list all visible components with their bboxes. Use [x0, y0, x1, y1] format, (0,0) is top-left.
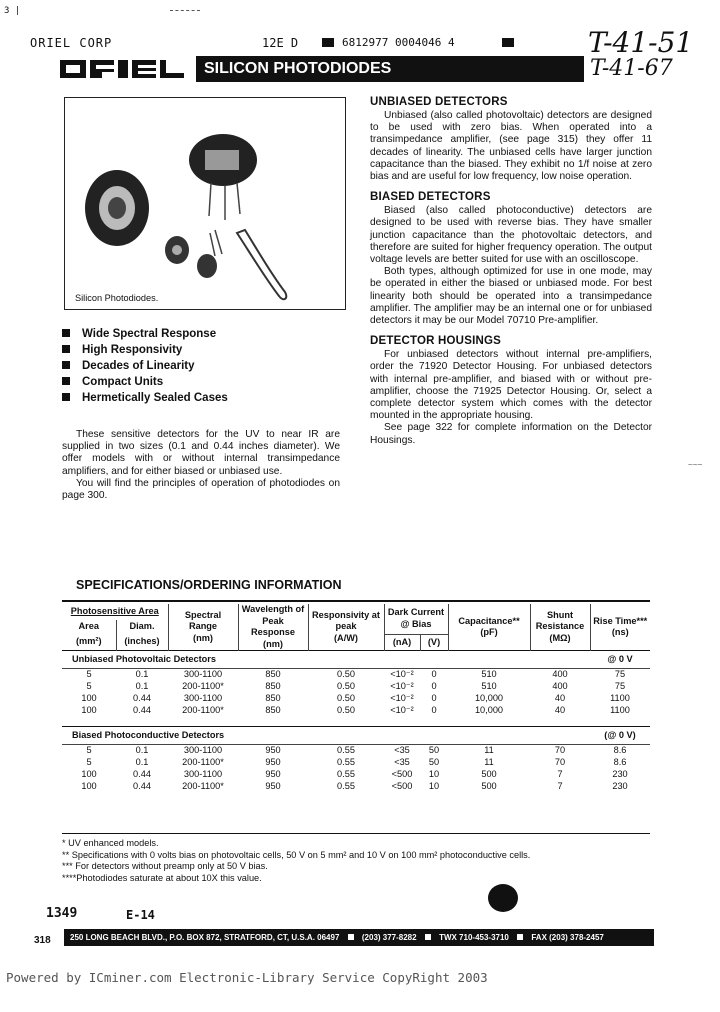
table-cell: <500 — [391, 768, 413, 779]
header-area-unit: (mm²) — [75, 636, 102, 647]
footer-twx: TWX 710-453-3710 — [439, 933, 509, 942]
table-cell: <10⁻² — [390, 704, 414, 715]
table-cell: 510 — [481, 669, 497, 679]
feature-list — [62, 326, 228, 406]
header-dark-v: (V) — [420, 634, 448, 650]
table-cell: 10,000 — [474, 692, 504, 703]
spec-notes — [62, 838, 530, 884]
feature-label: Hermetically Sealed Cases — [82, 392, 228, 404]
table-cell: 0 — [431, 692, 437, 703]
doc-mark-left — [322, 38, 334, 47]
feature-label: Decades of Linearity — [82, 360, 195, 372]
table-cell: 200-1100* — [182, 680, 224, 691]
feature-item — [62, 390, 228, 406]
table-cell: 8.6 — [613, 756, 627, 767]
bullet-square — [62, 329, 70, 337]
biased-text — [370, 205, 652, 327]
table-cell: 850 — [265, 704, 281, 715]
housings-heading: DETECTOR HOUSINGS — [370, 335, 501, 348]
table-cell: 10 — [428, 768, 440, 779]
table-cell: 0.44 — [133, 704, 151, 715]
table-cell: 200-1100* — [182, 780, 224, 791]
header-shunt-label: Shunt Resistance — [535, 609, 585, 632]
table-cell: 0.55 — [337, 780, 355, 791]
header-resp-label: Responsivity at peak — [312, 609, 380, 632]
header-dark-na: (nA) — [384, 634, 420, 650]
table-cell: 11 — [484, 745, 494, 755]
unbiased-rows — [62, 669, 650, 717]
header-peak-unit: (nm) — [263, 638, 283, 649]
table-cell: 0.50 — [337, 669, 355, 679]
table-cell: 70 — [554, 745, 566, 755]
table-cell: 500 — [481, 768, 497, 779]
doc-mark-right — [502, 38, 514, 47]
table-cell: 300-1100 — [183, 669, 223, 679]
intro-paragraph-1: These sensitive detectors for the UV to near IR are supplied in two sizes (0.1 and 0.44 inches diameter). We offer models with or without internal transimpedance amplifiers, and for either biased or unbiased use. — [62, 429, 340, 477]
table-cell: 950 — [265, 745, 281, 755]
footer-phone: (203) 377-8282 — [361, 933, 417, 942]
table-cell: 950 — [265, 780, 281, 791]
housings-paragraph-2: See page 322 for complete information on the Detector Housings. — [370, 422, 652, 446]
feature-item — [62, 358, 228, 374]
table-cell: 200-1100* — [182, 756, 224, 767]
table-cell: 200-1100* — [182, 704, 224, 715]
header-cap-label: Capacitance** — [458, 615, 520, 626]
footer-fax: FAX (203) 378-2457 — [531, 933, 604, 942]
table-row — [62, 693, 650, 705]
unbiased-section-label: Unbiased Photovoltaic Detectors — [72, 653, 216, 664]
header-rise-unit: (ns) — [611, 627, 629, 637]
table-cell: 100 — [81, 780, 97, 791]
table-row — [62, 757, 650, 769]
feature-label: Compact Units — [82, 376, 164, 388]
right-column — [370, 96, 652, 447]
biased-paragraph-2: Both types, although optimized for use in one mode, may be operated in either the biased or unbiased mode. For best linearity both should be operated into a transimpedance amplifier. The amplifier may be an internal one or for unbiased detectors it may be our Model 70710 Pre-amplifier. — [370, 266, 652, 327]
table-cell: 0.1 — [135, 669, 149, 679]
product-photo — [64, 97, 346, 310]
header-area: Area — [78, 621, 99, 632]
table-cell: <10⁻² — [390, 669, 414, 679]
biased-rows — [62, 745, 650, 793]
footer-separator — [348, 934, 354, 940]
table-cell: 5 — [86, 669, 92, 679]
table-cell: 0.50 — [337, 692, 355, 703]
doc-number: 6812977 0004046 4 — [342, 36, 455, 49]
table-cell: 70 — [554, 756, 566, 767]
spec-title: SPECIFICATIONS/ORDERING INFORMATION — [76, 578, 342, 592]
table-cell: <35 — [394, 756, 410, 767]
table-cell: 7 — [557, 780, 563, 791]
header-capacitance — [448, 604, 530, 651]
feature-item — [62, 374, 228, 390]
biased-heading: BIASED DETECTORS — [370, 191, 491, 204]
table-cell: 50 — [428, 756, 440, 767]
table-row — [62, 769, 650, 781]
table-cell: 75 — [614, 669, 626, 679]
table-cell: 40 — [554, 704, 566, 715]
feature-label: High Responsivity — [82, 344, 183, 356]
note-bias: ** Specifications with 0 volts bias on photovoltaic cells, 50 V on 5 mm² and 10 V on 100 mm² photoconductive cells. — [62, 849, 531, 860]
table-cell: 0.1 — [135, 745, 149, 755]
table-cell: 510 — [481, 680, 497, 691]
intro-text — [62, 429, 340, 502]
biased-paragraph-1: Biased (also called photoconductive) detectors are designed to be used with reverse bias. They have smaller junction capacitance than the photovoltaic detectors, and therefore are suited for higher frequency operation. The output voltage levels are better suited for use with an oscilloscope. — [370, 205, 652, 266]
oriel-logo-graphic — [58, 56, 198, 82]
footer-address: 250 LONG BEACH BLVD., P.O. BOX 872, STRATFORD, CT, U.S.A. 06497 — [70, 933, 340, 942]
table-cell: 0.44 — [133, 692, 151, 703]
table-cell: 0.1 — [135, 756, 149, 767]
table-cell: 950 — [265, 768, 281, 779]
header-diam: Diam. — [116, 620, 168, 634]
handwritten-code-2: T-41-67 — [590, 56, 673, 81]
banner-title: SILICON PHOTODIODES — [196, 56, 584, 82]
table-cell: 850 — [265, 669, 281, 679]
table-cell: 100 — [81, 768, 97, 779]
table-cell: 230 — [612, 780, 628, 791]
table-cell: 5 — [86, 680, 92, 691]
header-diam-unit: (inches) — [116, 634, 168, 650]
header-spectral-range — [168, 604, 238, 651]
table-row — [62, 781, 650, 793]
footer-code-1: 1349 — [46, 906, 78, 921]
bullet-square — [62, 345, 70, 353]
table-cell: 300-1100 — [183, 692, 223, 703]
table-row — [62, 705, 650, 717]
feature-item — [62, 342, 228, 358]
unbiased-heading: UNBIASED DETECTORS — [370, 96, 508, 108]
table-row — [62, 669, 650, 681]
table-cell: 950 — [265, 756, 281, 767]
table-cell: 40 — [554, 692, 566, 703]
table-cell: 8.6 — [613, 745, 627, 755]
footer-separator — [517, 934, 523, 940]
note-preamp: *** For detectors without preamp only at 50 V bias. — [62, 861, 268, 871]
table-cell: 0.55 — [337, 768, 355, 779]
header-peak-wavelength — [238, 604, 308, 651]
table-cell: 100 — [81, 692, 97, 703]
table-cell: 1100 — [610, 704, 630, 715]
table-cell: 300-1100 — [183, 768, 223, 779]
unbiased-paragraph: Unbiased (also called photovoltaic) detectors are designed to be used with zero bias. When operated into a transimpedance amplifier, (see page 315) they offer 11 decades of linearity. The unbiased cells have larger junction capacitance than the biased. They exhibit no 1/f noise at zero bias and are useful for low frequency, low noise operation. — [370, 110, 652, 183]
intro-paragraph-2: You will find the principles of operation of photodiodes on page 300. — [62, 477, 340, 502]
header-responsivity — [308, 604, 384, 651]
spec-rule-top — [62, 600, 650, 602]
table-row — [62, 681, 650, 693]
housings-text — [370, 349, 652, 447]
footer-code-2: E-14 — [126, 908, 155, 922]
table-cell: 300-1100 — [183, 745, 223, 755]
biased-section-cond: (@ 0 V) — [604, 729, 636, 740]
table-cell: 100 — [81, 704, 97, 715]
note-uv: * UV enhanced models. — [62, 838, 159, 848]
table-cell: 0 — [431, 669, 437, 679]
table-cell: 0.44 — [133, 768, 151, 779]
footer-separator — [425, 934, 431, 940]
oriel-logo — [58, 56, 198, 82]
table-cell: 0.50 — [337, 704, 355, 715]
table-cell: 0.55 — [337, 745, 355, 755]
table-cell: 10 — [428, 780, 440, 791]
unbiased-text — [370, 110, 652, 183]
table-cell: 400 — [552, 680, 568, 691]
header-peak-label: Wavelength of Peak Response — [241, 604, 305, 637]
spec-rule-bottom — [62, 833, 650, 834]
company-name: ORIEL CORP — [30, 36, 113, 50]
handwritten-code-1: T-41-51 — [588, 26, 694, 59]
table-cell: <10⁻² — [390, 692, 414, 703]
table-cell: 1100 — [610, 692, 630, 703]
header-area-group: Photosensitive Area — [70, 606, 159, 617]
table-cell: <35 — [394, 745, 410, 755]
table-cell: 7 — [557, 768, 563, 779]
table-cell: 0.44 — [133, 780, 151, 791]
table-cell: <10⁻² — [390, 680, 414, 691]
table-cell: 50 — [428, 745, 440, 755]
table-cell: 10,000 — [474, 704, 504, 715]
bullet-square — [62, 361, 70, 369]
margin-scan-mark: ~~~ — [688, 460, 703, 469]
powered-by-text: Powered by ICminer.com Electronic-Library Service CopyRight 2003 — [6, 970, 488, 985]
page-number: 318 — [34, 935, 51, 946]
bullet-square — [62, 393, 70, 401]
table-cell: 0 — [431, 704, 437, 715]
biased-section-label: Biased Photoconductive Detectors — [72, 729, 225, 740]
note-saturate: ****Photodiodes saturate at about 10X this value. — [62, 872, 262, 883]
punch-hole-mark — [488, 884, 518, 912]
top-dash — [170, 10, 200, 11]
table-row — [62, 745, 650, 757]
table-cell: 5 — [86, 745, 92, 755]
housings-paragraph-1: For unbiased detectors without internal pre-amplifiers, order the 71920 Detector Housing. For unbiased detectors with internal pre-amplifier, and biased with or without pre-amplifier, choose the 71925 Detector Housing. Or, select a complete detector system which comes with the detector mounted in the appropriate housing. — [370, 349, 652, 422]
header-range-label: Spectral Range — [184, 609, 222, 632]
table-cell: 850 — [265, 680, 281, 691]
header-range-unit: (nm) — [193, 632, 213, 643]
corner-mark: 3 | — [4, 6, 21, 16]
table-cell: 75 — [614, 680, 626, 691]
table-cell: <500 — [391, 780, 413, 791]
photo-caption: Silicon Photodiodes. — [75, 293, 159, 303]
table-cell: 0.1 — [135, 680, 149, 691]
header-resp-unit: (A/W) — [334, 632, 358, 643]
feature-item — [62, 326, 228, 342]
header-cap-unit: (pF) — [480, 627, 498, 637]
table-cell: 400 — [552, 669, 568, 679]
feature-label: Wide Spectral Response — [82, 328, 217, 340]
header-rise-label: Rise Time*** — [593, 615, 648, 626]
table-cell: 850 — [265, 692, 281, 703]
unbiased-section-cond: @ 0 V — [607, 653, 633, 664]
table-cell: 230 — [612, 768, 628, 779]
table-cell: 11 — [484, 756, 494, 767]
photodiodes-illustration — [65, 98, 345, 309]
footer-address-bar — [64, 929, 654, 946]
table-cell: 5 — [86, 756, 92, 767]
bullet-square — [62, 377, 70, 385]
header-dark-current: Dark Current @ Bias — [384, 604, 448, 634]
header-shunt-unit: (MΩ) — [549, 632, 571, 643]
table-cell: 0.50 — [337, 680, 355, 691]
doc-code: 12E D — [262, 36, 299, 50]
header-shunt-resistance — [530, 604, 590, 651]
table-cell: 0.55 — [337, 756, 355, 767]
spec-table — [62, 604, 650, 793]
table-cell: 0 — [431, 680, 437, 691]
table-cell: 500 — [481, 780, 497, 791]
header-rise-time — [590, 604, 650, 651]
